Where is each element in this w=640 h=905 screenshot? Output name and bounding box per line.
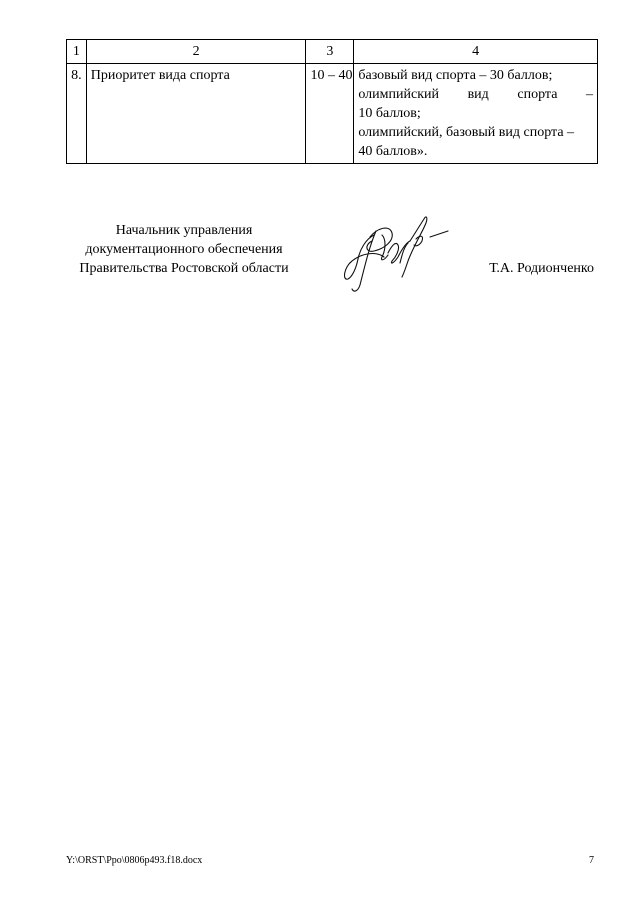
- footer-file-path: Y:\ORST\Ppo\0806p493.f18.docx: [66, 855, 203, 866]
- handwritten-signature: [330, 205, 460, 300]
- signer-position-line: документационного обеспечения: [85, 242, 283, 257]
- row-score-range: 10 – 40: [306, 64, 354, 164]
- description-line: олимпийский, базовый вид спорта –: [358, 125, 575, 140]
- description-line: олимпийский вид спорта –: [358, 87, 593, 102]
- signer-name: Т.А. Родионченко: [489, 261, 594, 276]
- signer-position-line: Начальник управления: [115, 223, 253, 238]
- description-line: базовый вид спорта – 30 баллов;: [358, 68, 553, 83]
- row-number: 8.: [67, 64, 87, 164]
- table-header-cell: 1: [67, 40, 87, 64]
- table-header-cell: 2: [86, 40, 306, 64]
- signer-position: [66, 221, 302, 278]
- description-line: 10 баллов;: [358, 106, 421, 121]
- row-criterion: Приоритет вида спорта: [86, 64, 306, 164]
- signer-position-line: Правительства Ростовской области: [79, 261, 289, 276]
- table-header-row: [67, 40, 598, 64]
- table-header-cell: 3: [306, 40, 354, 64]
- footer-page-number: 7: [589, 855, 594, 866]
- criteria-table: [66, 39, 598, 164]
- table-header-cell: 4: [354, 40, 598, 64]
- description-line: 40 баллов».: [358, 144, 428, 159]
- row-description: [354, 64, 598, 164]
- table-row: [67, 64, 598, 164]
